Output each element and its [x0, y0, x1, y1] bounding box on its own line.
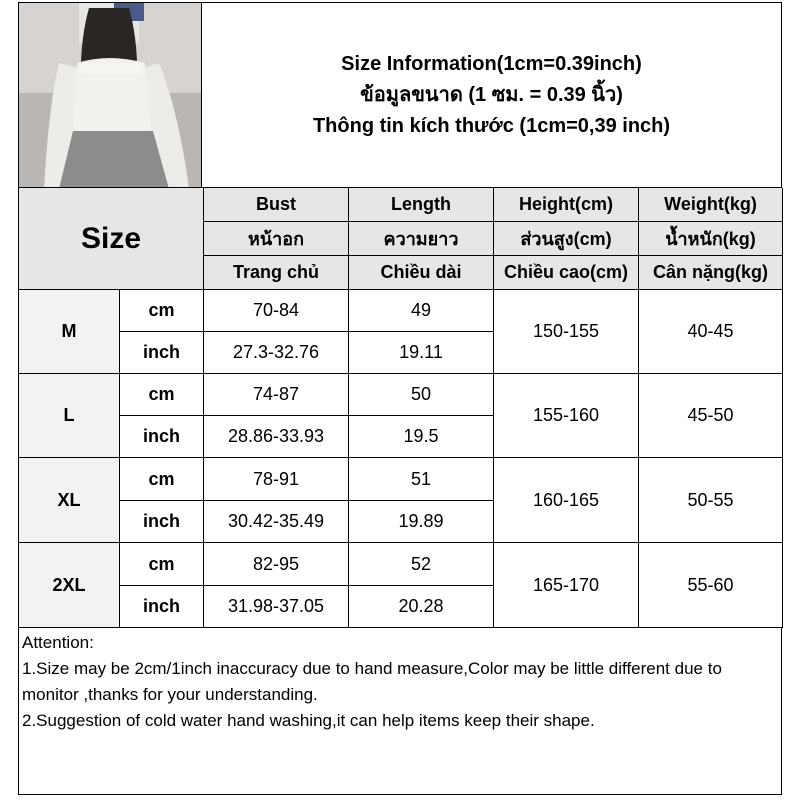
bust-cm: 82-95 [204, 543, 349, 586]
length-cm: 51 [349, 458, 494, 501]
length-inch: 20.28 [349, 586, 494, 628]
col-length-en: Length [349, 188, 494, 222]
unit-cm: cm [120, 458, 204, 501]
bust-cm: 70-84 [204, 290, 349, 332]
unit-inch: inch [120, 586, 204, 628]
weight-range: 55-60 [639, 543, 783, 628]
length-inch: 19.11 [349, 332, 494, 374]
size-header: Size [19, 188, 204, 290]
unit-inch: inch [120, 332, 204, 374]
size-info-title-box [202, 2, 782, 188]
col-length-th: ความยาว [349, 222, 494, 256]
unit-inch: inch [120, 416, 204, 458]
title-thai: ข้อมูลขนาด (1 ซม. = 0.39 นิ้ว) [360, 83, 623, 106]
bust-inch: 31.98-37.05 [204, 586, 349, 628]
length-inch: 19.5 [349, 416, 494, 458]
unit-cm: cm [120, 290, 204, 332]
bust-cm: 74-87 [204, 374, 349, 416]
weight-range: 45-50 [639, 374, 783, 458]
col-weight-en: Weight(kg) [639, 188, 783, 222]
length-cm: 50 [349, 374, 494, 416]
notes-heading: Attention: [22, 633, 94, 652]
col-height-vi: Chiều cao(cm) [494, 256, 639, 290]
bust-inch: 27.3-32.76 [204, 332, 349, 374]
col-height-en: Height(cm) [494, 188, 639, 222]
length-cm: 49 [349, 290, 494, 332]
size-table [18, 188, 783, 628]
bust-inch: 28.86-33.93 [204, 416, 349, 458]
size-cell-xl: XL [19, 458, 120, 543]
unit-cm: cm [120, 543, 204, 586]
weight-range: 50-55 [639, 458, 783, 543]
col-length-vi: Chiều dài [349, 256, 494, 290]
col-weight-th: น้ำหนัก(kg) [639, 222, 783, 256]
unit-cm: cm [120, 374, 204, 416]
bust-cm: 78-91 [204, 458, 349, 501]
bust-inch: 30.42-35.49 [204, 501, 349, 543]
model-photo-illustration [19, 3, 202, 188]
size-cell-l: L [19, 374, 120, 458]
col-bust-en: Bust [204, 188, 349, 222]
unit-inch: inch [120, 501, 204, 543]
weight-range: 40-45 [639, 290, 783, 374]
notes-line-2: 2.Suggestion of cold water hand washing,it can help items keep their shape. [22, 711, 595, 730]
size-cell-m: M [19, 290, 120, 374]
attention-notes [18, 627, 782, 795]
col-height-th: ส่วนสูง(cm) [494, 222, 639, 256]
height-range: 165-170 [494, 543, 639, 628]
col-bust-th: หน้าอก [204, 222, 349, 256]
title-vietnamese: Thông tin kích thước (1cm=0,39 inch) [312, 114, 671, 137]
title-english: Size Information(1cm=0.39inch) [341, 52, 642, 75]
col-bust-vi: Trang chủ [204, 256, 349, 290]
length-cm: 52 [349, 543, 494, 586]
length-inch: 19.89 [349, 501, 494, 543]
size-cell-2xl: 2XL [19, 543, 120, 628]
notes-line-1: 1.Size may be 2cm/1inch inaccuracy due to hand measure,Color may be little different due to monitor ,thanks for your understanding. [22, 659, 722, 704]
height-range: 160-165 [494, 458, 639, 543]
height-range: 155-160 [494, 374, 639, 458]
product-photo [18, 2, 202, 188]
col-weight-vi: Cân nặng(kg) [639, 256, 783, 290]
height-range: 150-155 [494, 290, 639, 374]
